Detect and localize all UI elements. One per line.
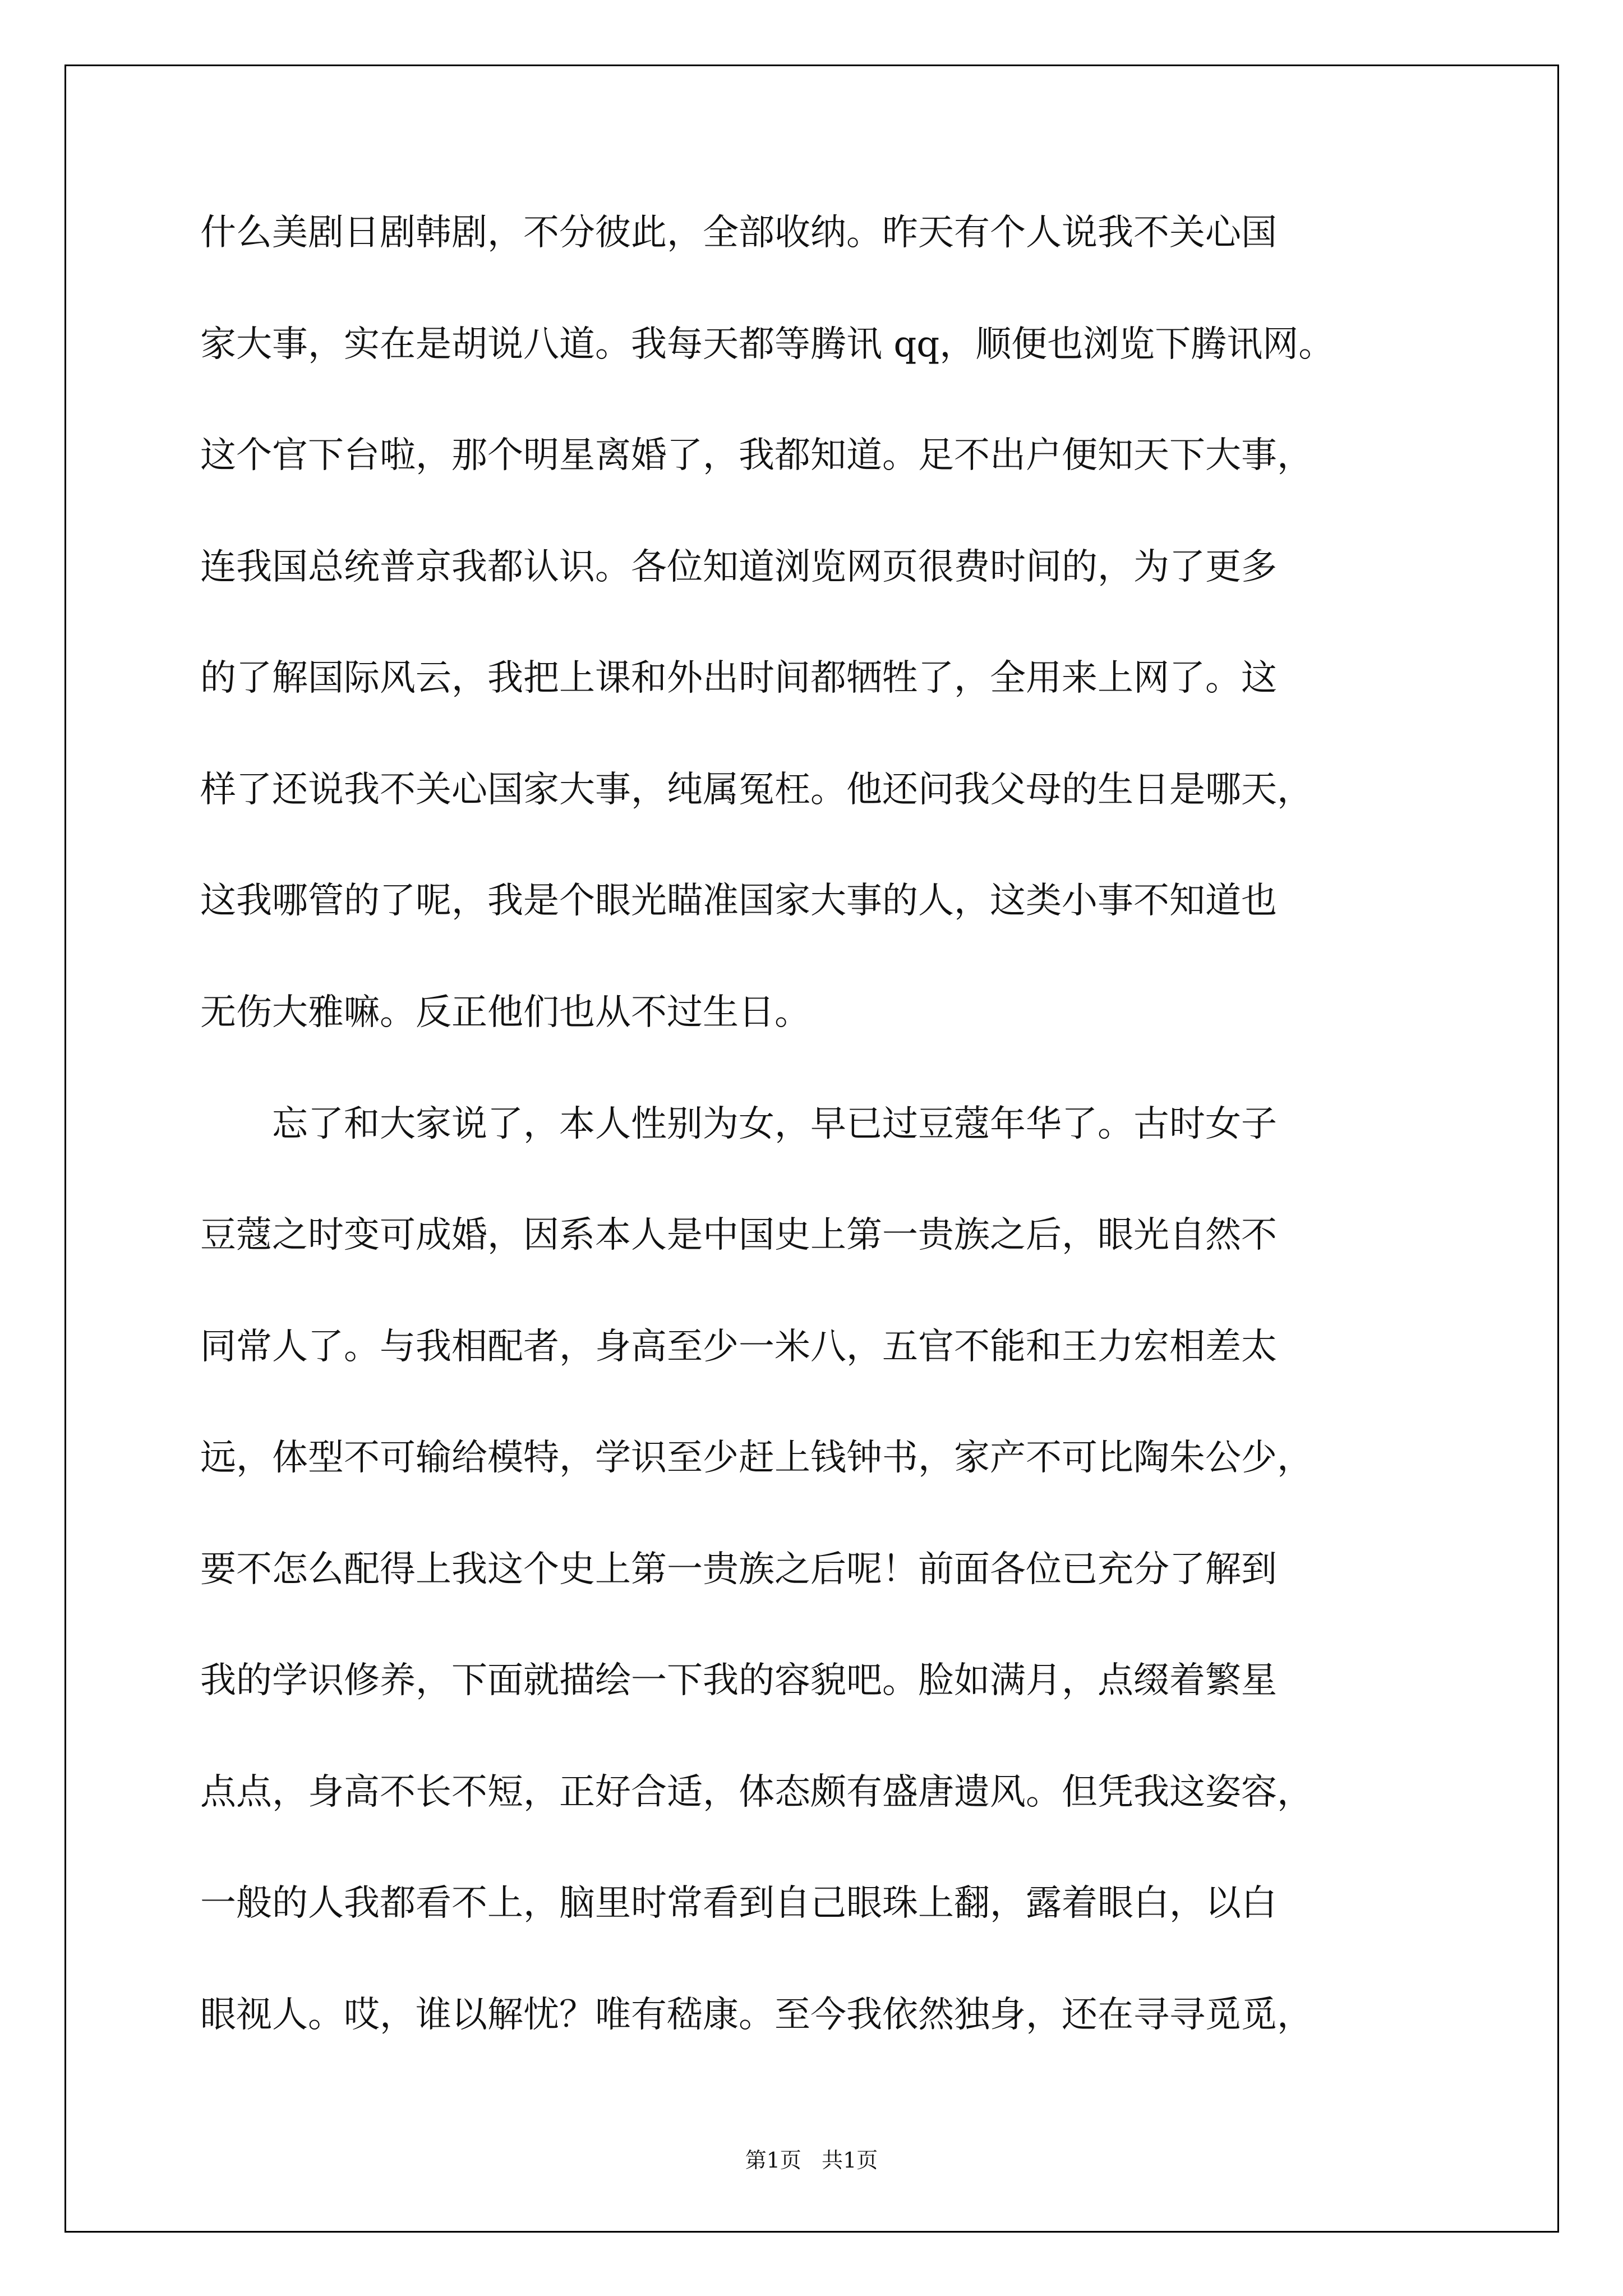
text-line-1: 什么美剧日剧韩剧，不分彼此，全部收纳。昨天有个人说我不关心国 — [200, 212, 1277, 254]
text-line-9: 忘了和大家说了，本人性别为女，早已过豆蔻年华了。古时女子 — [200, 1103, 1277, 1145]
text-line-10: 豆蔻之时变可成婚，因系本人是中国史上第一贵族之后，眼光自然不 — [200, 1214, 1277, 1256]
text-line-2: 家大事，实在是胡说八道。我每天都等腾讯 qq，顺便也浏览下腾讯网。 — [200, 324, 1335, 365]
text-line-7: 这我哪管的了呢，我是个眼光瞄准国家大事的人，这类小事不知道也 — [200, 880, 1277, 922]
text-line-6: 样了还说我不关心国家大事，纯属冤枉。他还问我父母的生日是哪天， — [200, 769, 1313, 811]
text-line-4: 连我国总统普京我都认识。各位知道浏览网页很费时间的，为了更多 — [200, 546, 1277, 588]
text-line-8: 无伤大雅嘛。反正他们也从不过生日。 — [200, 992, 810, 1033]
text-line-12: 远，体型不可输给模特，学识至少赶上钱钟书，家产不可比陶朱公少， — [200, 1437, 1313, 1479]
page-footer: 第1页 共1页 — [745, 2148, 878, 2173]
text-line-17: 眼视人。哎，谁以解忧？唯有嵇康。至今我依然独身，还在寻寻觅觅， — [200, 1994, 1313, 2036]
text-line-11: 同常人了。与我相配者，身高至少一米八，五官不能和王力宏相差太 — [200, 1326, 1277, 1368]
text-line-13: 要不怎么配得上我这个史上第一贵族之后呢！前面各位已充分了解到 — [200, 1549, 1277, 1590]
text-line-16: 一般的人我都看不上，脑里时常看到自己眼珠上翻，露着眼白，以白 — [200, 1883, 1277, 1924]
text-line-5: 的了解国际风云，我把上课和外出时间都牺牲了，全用来上网了。这 — [200, 657, 1277, 699]
text-line-15: 点点，身高不长不短，正好合适，体态颇有盛唐遗风。但凭我这姿容， — [200, 1772, 1313, 1813]
text-line-14: 我的学识修养，下面就描绘一下我的容貌吧。脸如满月，点缀着繁星 — [200, 1660, 1277, 1701]
text-line-3: 这个官下台啦，那个明星离婚了，我都知道。足不出户便知天下大事， — [200, 435, 1313, 476]
